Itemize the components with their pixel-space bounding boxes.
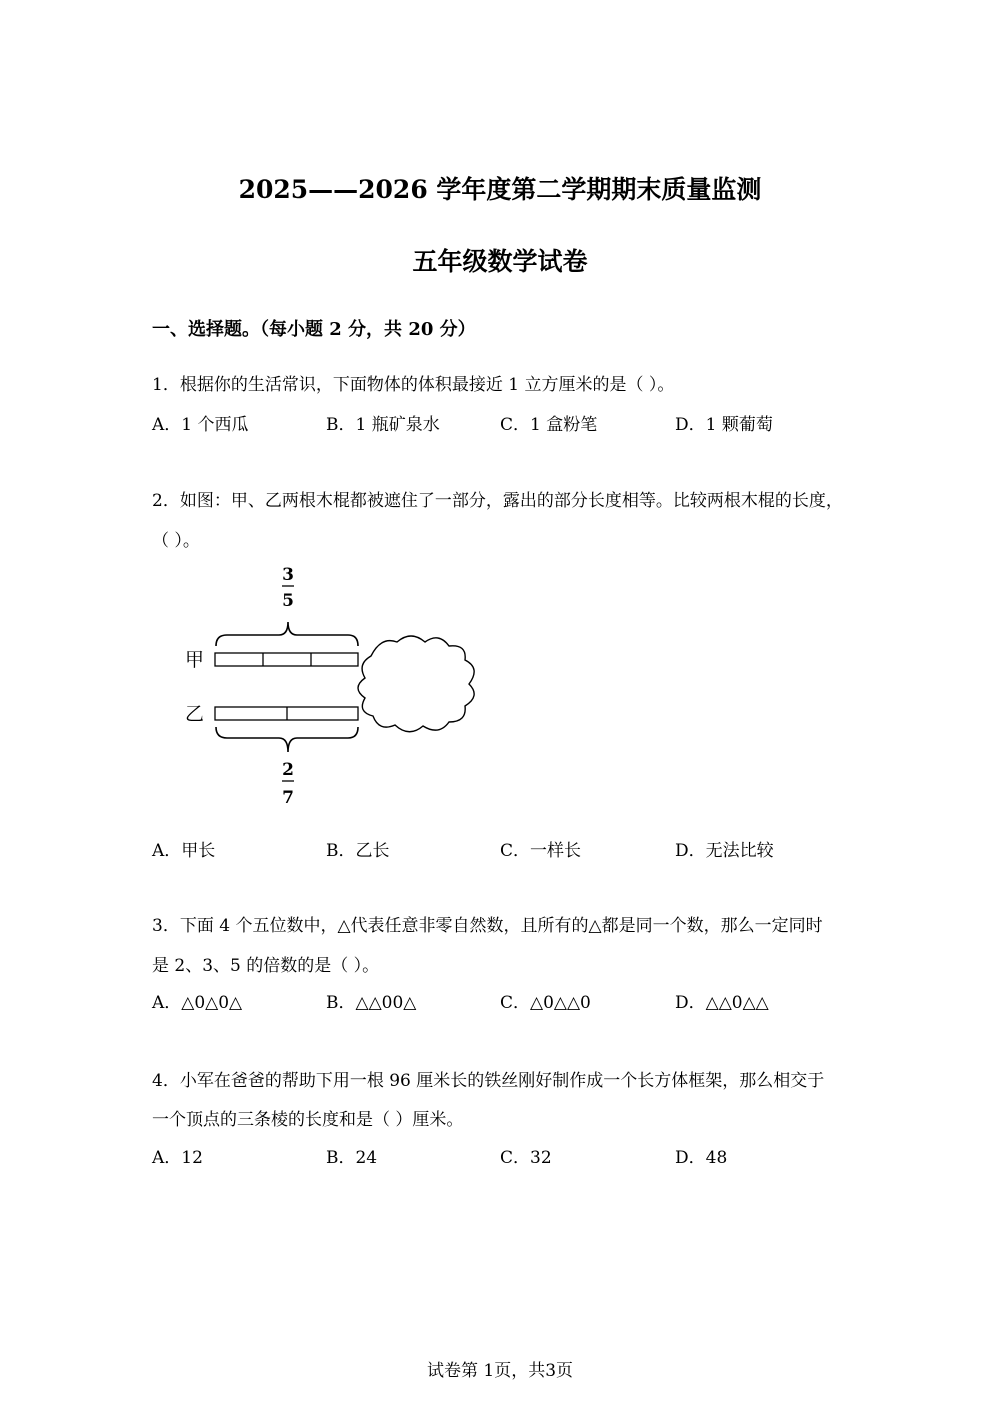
q2-option-c: C．一样长 — [500, 841, 582, 861]
page-footer: 试卷第 1页，共3页 — [426, 1361, 574, 1381]
fraction-bottom-denominator: 7 — [282, 788, 294, 808]
brace-bottom — [216, 727, 358, 752]
stick-jia — [215, 653, 358, 666]
q3-option-a: A．△0△0△ — [152, 993, 243, 1013]
fraction-bottom-numerator: 2 — [282, 760, 294, 780]
q1-option-c: C．1 盒粉笔 — [500, 415, 598, 435]
page-title: 2025——2026 学年度第二学期期末质量监测 — [238, 175, 762, 204]
q4-option-b: B．24 — [326, 1148, 378, 1168]
q2-option-b: B．乙长 — [326, 841, 390, 861]
q1-option-b: B．1 瓶矿泉水 — [326, 415, 440, 435]
q3-option-c: C．△0△△0 — [500, 993, 591, 1013]
label-jia: 甲 — [185, 649, 205, 671]
q2-option-a: A．甲长 — [152, 841, 216, 861]
q4-option-d: D．48 — [675, 1148, 728, 1168]
q4-option-a: A．12 — [152, 1148, 203, 1168]
question-3-stem-line1: 3．下面 4 个五位数中，△代表任意非零自然数，且所有的△都是同一个数，那么一定同时 — [152, 916, 823, 936]
question-1-stem: 1．根据你的生活常识，下面物体的体积最接近 1 立方厘米的是（ ）。 — [152, 375, 675, 395]
cloud-cover — [358, 636, 474, 732]
question-3-stem-line2: 是 2、3、5 的倍数的是（ ）。 — [152, 956, 380, 976]
section-heading: 一、选择题。（每小题 2 分，共 20 分） — [152, 319, 476, 340]
brace-top — [216, 622, 358, 646]
stick-figure — [175, 560, 495, 815]
q2-option-d: D．无法比较 — [675, 841, 774, 861]
question-2-stem-line1: 2．如图：甲、乙两根木棍都被遮住了一部分，露出的部分长度相等。比较两根木棍的长度， — [152, 491, 843, 511]
q1-option-a: A．1 个西瓜 — [152, 415, 249, 435]
question-4-stem-line1: 4．小军在爸爸的帮助下用一根 96 厘米长的铁丝刚好制作成一个长方体框架，那么相交于 — [152, 1071, 825, 1091]
q3-option-d: D．△△0△△ — [675, 993, 769, 1013]
page-subtitle: 五年级数学试卷 — [412, 247, 588, 276]
label-yi: 乙 — [185, 703, 205, 725]
question-4-stem-line2: 一个顶点的三条棱的长度和是（ ）厘米。 — [152, 1110, 464, 1130]
q1-option-d: D．1 颗葡萄 — [675, 415, 773, 435]
fraction-top-numerator: 3 — [282, 565, 294, 585]
fraction-top-denominator: 5 — [282, 591, 294, 611]
question-2-stem-line2: （ ）。 — [152, 531, 200, 551]
q3-option-b: B．△△00△ — [326, 993, 417, 1013]
q4-option-c: C．32 — [500, 1148, 552, 1168]
